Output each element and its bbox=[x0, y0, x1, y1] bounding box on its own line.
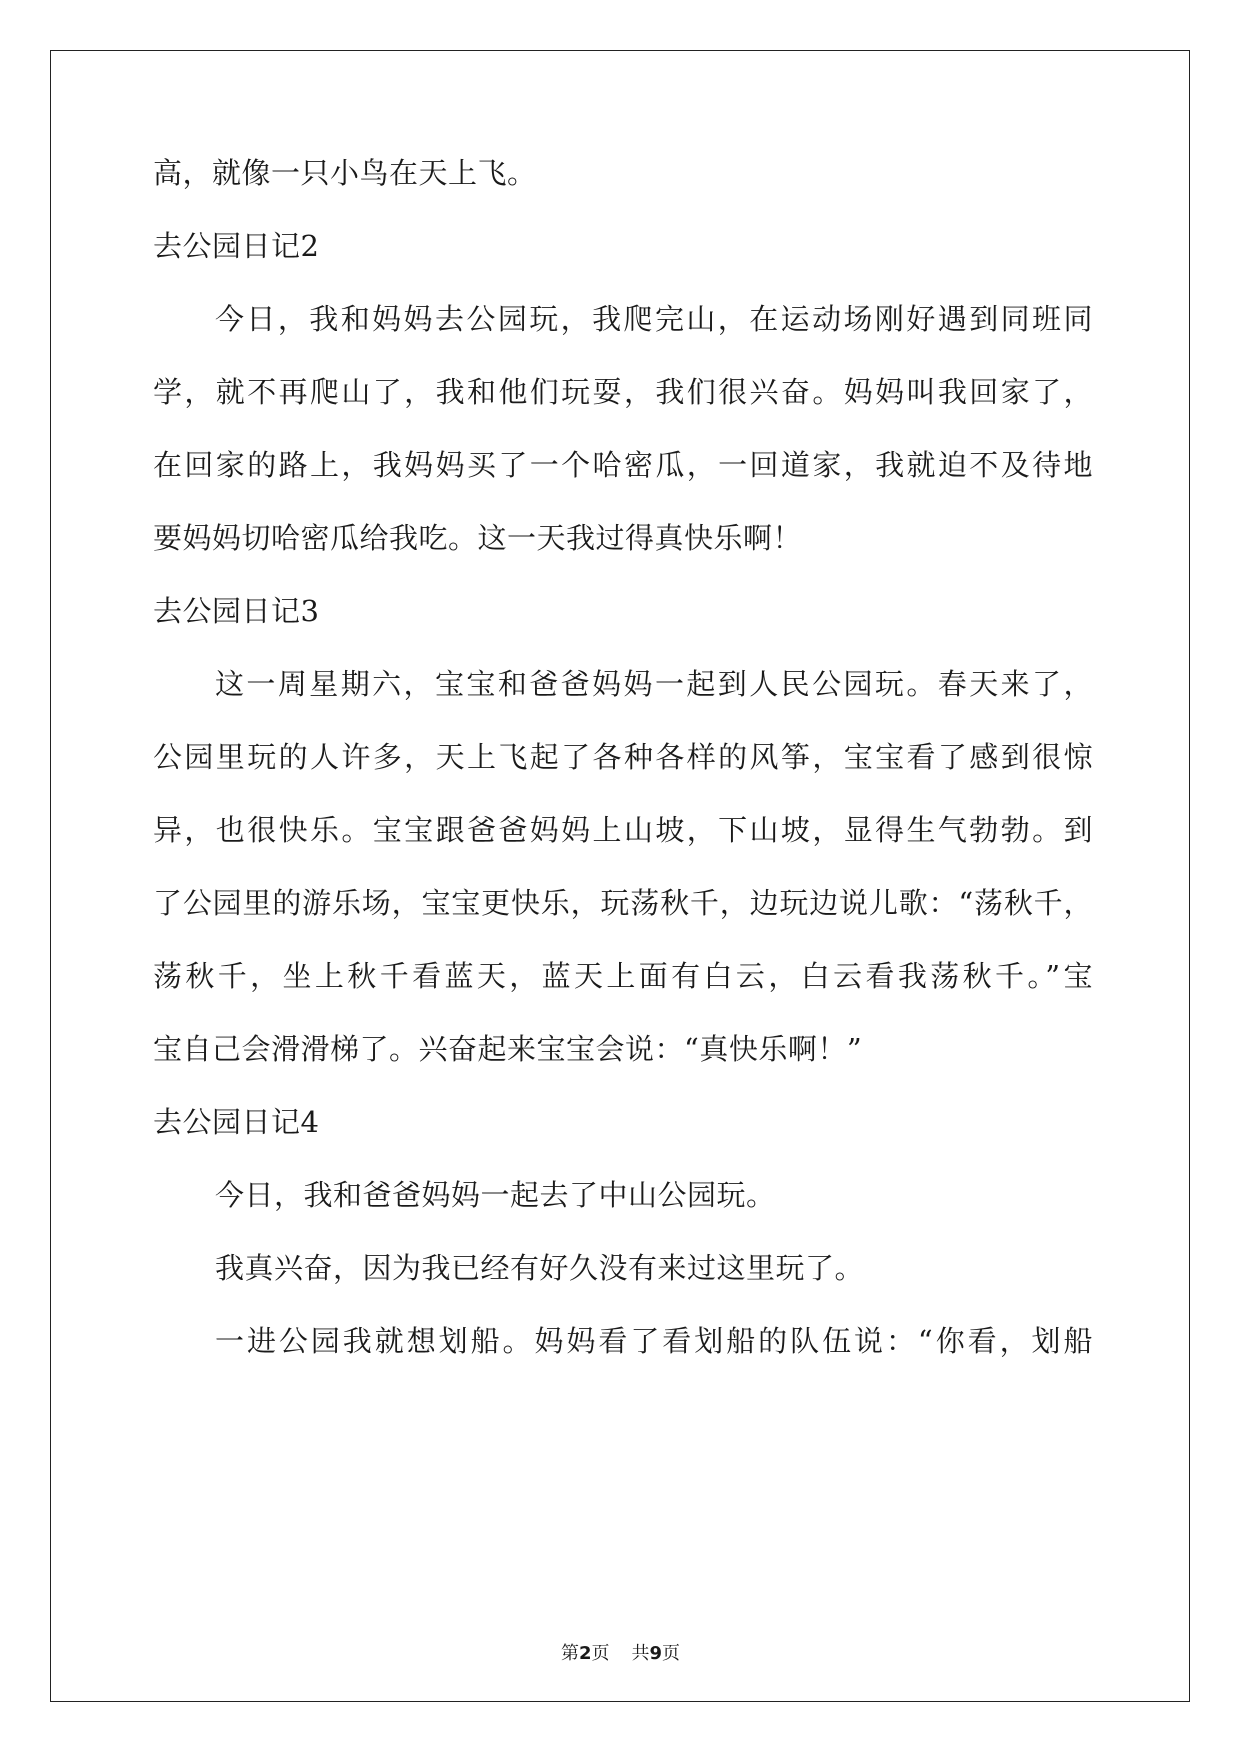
section-heading: 去公园日记4 bbox=[153, 1105, 320, 1139]
text-line: 要妈妈切哈密瓜给我吃。这一天我过得真快乐啊！ bbox=[153, 521, 803, 555]
total-prefix: 共 bbox=[631, 1643, 650, 1664]
section-heading: 去公园日记3 bbox=[153, 594, 320, 628]
text-line: 这一周星期六，宝宝和爸爸妈妈一起到人民公园玩。春天来了， bbox=[215, 667, 1093, 701]
text-line: 宝自己会滑滑梯了。兴奋起来宝宝会说：“真快乐啊！” bbox=[153, 1032, 863, 1066]
section-heading: 去公园日记2 bbox=[153, 229, 320, 263]
text-line: 公园里玩的人许多，天上飞起了各种各样的风筝，宝宝看了感到很惊 bbox=[153, 740, 1093, 774]
text-line: 我真兴奋，因为我已经有好久没有来过这里玩了。 bbox=[215, 1251, 865, 1285]
page-current: 2 bbox=[578, 1643, 592, 1664]
text-line: 一进公园我就想划船。妈妈看了看划船的队伍说：“你看，划船 bbox=[215, 1324, 1093, 1358]
page-total: 9 bbox=[649, 1643, 663, 1664]
total-suffix: 页 bbox=[662, 1643, 681, 1664]
text-line: 今日，我和爸爸妈妈一起去了中山公园玩。 bbox=[215, 1178, 776, 1212]
text-line: 高，就像一只小鸟在天上飞。 bbox=[153, 156, 537, 190]
page-prefix: 第 bbox=[560, 1643, 579, 1664]
page-footer bbox=[0, 1643, 1241, 1665]
page-border bbox=[50, 50, 1190, 1702]
text-line: 异，也很快乐。宝宝跟爸爸妈妈上山坡，下山坡，显得生气勃勃。到 bbox=[153, 813, 1093, 847]
text-line: 今日，我和妈妈去公园玩，我爬完山，在运动场刚好遇到同班同 bbox=[215, 302, 1093, 336]
text-line: 在回家的路上，我妈妈买了一个哈密瓜，一回道家，我就迫不及待地 bbox=[153, 448, 1093, 482]
page-suffix: 页 bbox=[591, 1643, 610, 1664]
text-line: 学，就不再爬山了，我和他们玩耍，我们很兴奋。妈妈叫我回家了， bbox=[153, 375, 1093, 409]
text-line: 荡秋千，坐上秋千看蓝天，蓝天上面有白云，白云看我荡秋千。”宝 bbox=[153, 959, 1093, 993]
text-line: 了公园里的游乐场，宝宝更快乐，玩荡秋千，边玩边说儿歌：“荡秋千， bbox=[153, 886, 1093, 920]
